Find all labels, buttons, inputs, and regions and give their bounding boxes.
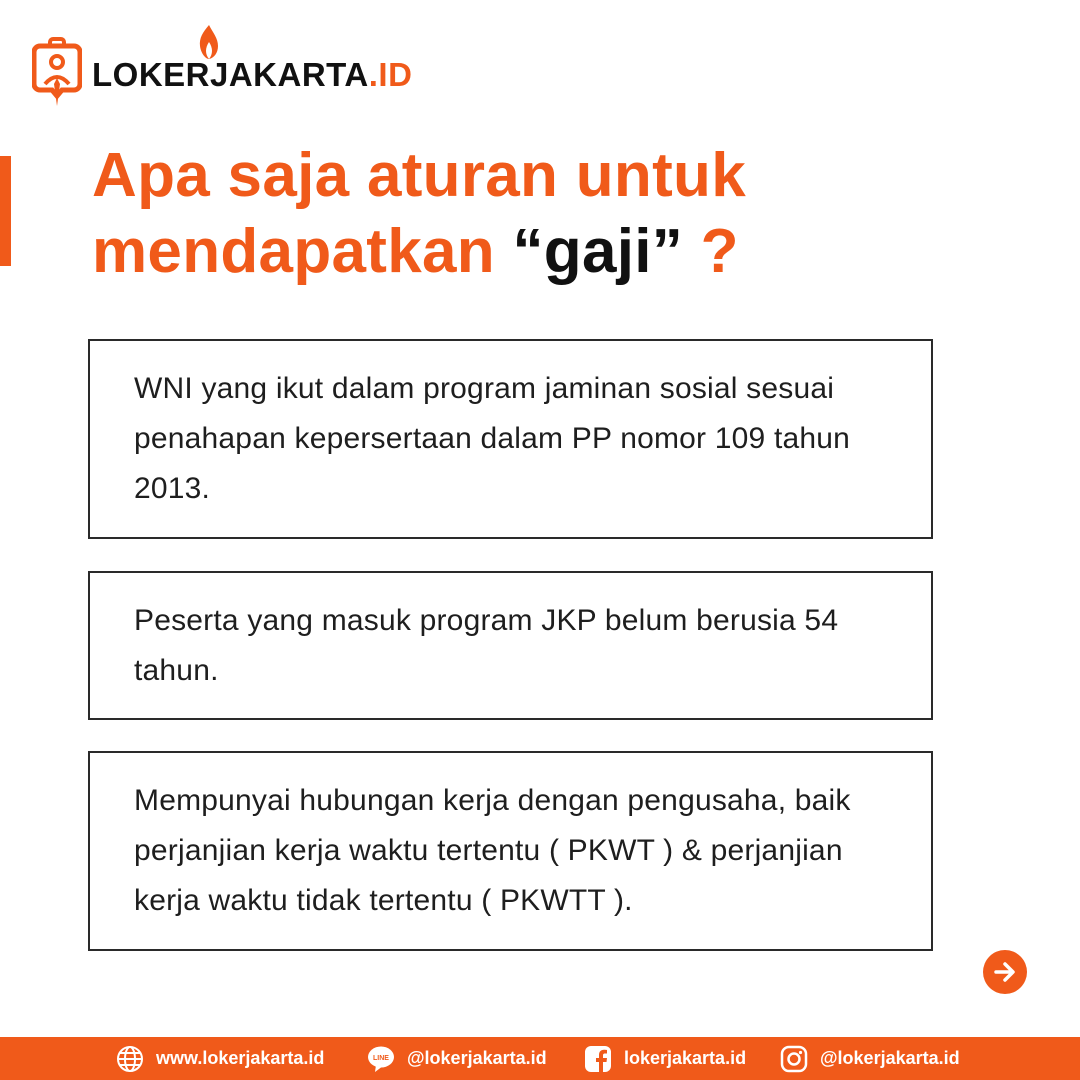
instagram-icon [780,1045,808,1073]
footer-bar [0,1037,1080,1080]
globe-icon [116,1045,144,1073]
line-icon-label: LINE [373,1054,389,1062]
line-app-icon [367,1045,395,1073]
headline-line2-end: ? [683,217,739,286]
rule-card-text: WNI yang ikut dalam program jaminan sosial sesuai penahapan kepersertaan dalam PP nomor 109 tahun 2013. [134,372,851,505]
facebook-icon [584,1045,612,1073]
flame-icon [197,24,221,60]
brand-logo [32,24,412,110]
rule-card-3 [88,751,933,951]
brand-name: LOKERJAKARTA.ID [92,56,413,93]
headline-line2-start: mendapatkan [92,217,513,286]
footer-website-text: www.lokerjakarta.id [156,1048,325,1068]
rule-card-text: Peserta yang masuk program JKP belum berusia 54 tahun. [134,603,839,687]
footer-facebook[interactable] [584,1037,746,1080]
rule-card-2 [88,571,933,720]
headline [92,138,992,290]
footer-line[interactable] [367,1037,547,1080]
accent-bar [0,156,11,266]
headline-highlight: “gaji” [512,217,684,286]
arrow-right-icon [992,959,1018,985]
rule-card-1 [88,339,933,539]
footer-website[interactable] [116,1037,324,1080]
next-slide-button[interactable] [983,950,1027,994]
footer-instagram[interactable] [780,1037,960,1080]
briefcase-person-icon [32,24,82,110]
rule-card-text: Mempunyai hubungan kerja dengan pengusaha, baik perjanjian kerja waktu tertentu ( PKWT ) & perjanjian kerja waktu tidak tertentu ( PKWTT ). [134,784,851,917]
headline-line1: Apa saja aturan untuk [92,141,746,210]
footer-line-text: @lokerjakarta.id [407,1048,547,1068]
footer-facebook-text: lokerjakarta.id [624,1048,747,1068]
footer-instagram-text: @lokerjakarta.id [820,1048,960,1068]
